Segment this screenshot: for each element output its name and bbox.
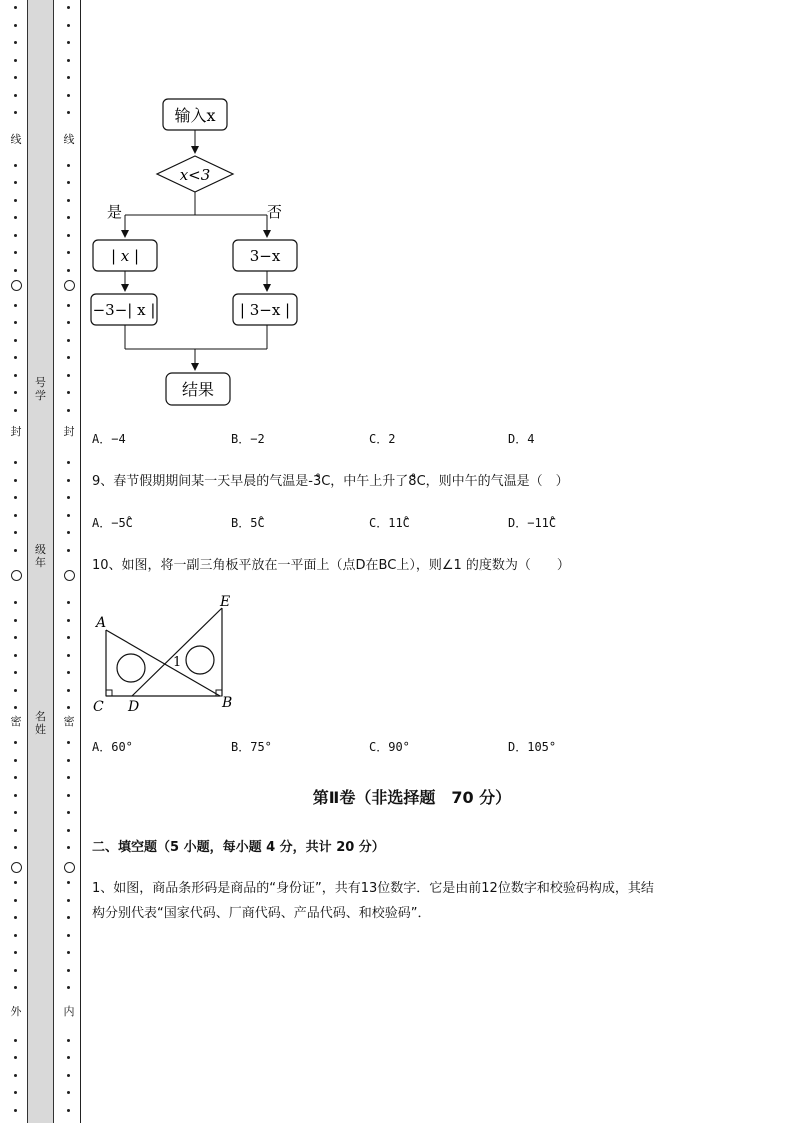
margin-circle: [11, 280, 22, 291]
margin-dot: [67, 969, 70, 972]
margin-dot: [67, 199, 70, 202]
margin-dot: [14, 759, 17, 762]
margin-dot: [14, 619, 17, 622]
margin-dot: [14, 881, 17, 884]
margin-dot: [67, 1109, 70, 1112]
margin-dot: [14, 916, 17, 919]
margin-dot: [67, 689, 70, 692]
q10-option-c[interactable]: C．90°: [369, 740, 410, 754]
margin-dot: [67, 304, 70, 307]
margin-dot: [14, 811, 17, 814]
q10-option-b[interactable]: B．75°: [231, 740, 272, 754]
margin-dot: [67, 531, 70, 534]
margin-dot: [67, 374, 70, 377]
margin-dot: [14, 181, 17, 184]
outer-dotted-line: [8, 0, 24, 1123]
margin-dot: [14, 654, 17, 657]
margin-dot: [14, 969, 17, 972]
margin-dot: [14, 934, 17, 937]
margin-label: 封: [63, 425, 75, 438]
name-label: 名姓: [35, 710, 46, 736]
margin-dot: [14, 776, 17, 779]
margin-dot: [14, 391, 17, 394]
result-box-text: 结果: [181, 380, 215, 399]
margin-dot: [14, 829, 17, 832]
margin-border-line: [80, 0, 81, 1123]
margin-dot: [14, 304, 17, 307]
margin-dot: [14, 1109, 17, 1112]
margin-dot: [67, 846, 70, 849]
margin-dot: [14, 41, 17, 44]
label-a: A: [96, 615, 107, 631]
margin-label: 密: [63, 715, 75, 728]
left-triangle-hole: [117, 654, 145, 682]
q9-option-d[interactable]: D．−11̊C: [508, 516, 557, 530]
margin-dot: [14, 24, 17, 27]
margin-dot: [67, 59, 70, 62]
margin-dot: [14, 601, 17, 604]
margin-label: 密: [10, 715, 22, 728]
margin-dot: [14, 846, 17, 849]
student-info-band: [27, 0, 54, 1123]
label-d: D: [128, 699, 140, 715]
q9-text: 9、春节假期期间某一天早晨的气温是-3̊C，中午上升了8̊C，则中午的气温是（ ）: [92, 474, 569, 489]
margin-dot: [67, 514, 70, 517]
left-box-2-text: −3−| x |: [92, 301, 156, 319]
margin-dot: [14, 986, 17, 989]
student-number-label: 号学: [35, 376, 46, 402]
margin-dot: [67, 321, 70, 324]
margin-circle: [64, 280, 75, 291]
flowchart-figure: [85, 90, 325, 415]
label-e: E: [220, 594, 231, 610]
margin-label: 内: [63, 1005, 75, 1018]
margin-dot: [14, 636, 17, 639]
margin-dot: [67, 461, 70, 464]
q9-option-a[interactable]: A．−5̊C: [92, 516, 133, 530]
margin-dot: [14, 461, 17, 464]
margin-dot: [67, 671, 70, 674]
margin-dot: [14, 356, 17, 359]
margin-dot: [67, 479, 70, 482]
margin-dot: [14, 269, 17, 272]
margin-circle: [64, 862, 75, 873]
margin-dot: [14, 76, 17, 79]
margin-dot: [67, 251, 70, 254]
angle-1-label: 1: [173, 655, 182, 670]
margin-dot: [14, 479, 17, 482]
condition-text: x<3: [179, 166, 211, 184]
q10-text: 10、如图，将一副三角板平放在一平面上（点D在BC上），则∠1 的度数为（ ）: [92, 558, 570, 573]
margin-dot: [67, 6, 70, 9]
margin-dot: [67, 1056, 70, 1059]
margin-dot: [67, 741, 70, 744]
left-box-1-text: | x |: [110, 247, 140, 265]
margin-label: 封: [10, 425, 22, 438]
margin-dot: [67, 1091, 70, 1094]
margin-dot: [67, 601, 70, 604]
margin-dot: [67, 619, 70, 622]
margin-dot: [67, 811, 70, 814]
margin-dot: [67, 881, 70, 884]
right-box-2-text: | 3−x |: [239, 301, 291, 319]
margin-dot: [14, 251, 17, 254]
margin-circle: [64, 570, 75, 581]
margin-dot: [67, 41, 70, 44]
right-box-1-text: 3−x: [249, 247, 281, 265]
margin-dot: [67, 934, 70, 937]
triangle-figure: [88, 590, 248, 720]
margin-dot: [14, 899, 17, 902]
grade-label: 级年: [35, 543, 46, 569]
margin-dot: [67, 111, 70, 114]
fill-q1-text: [92, 876, 752, 926]
margin-circle: [11, 862, 22, 873]
margin-dot: [14, 549, 17, 552]
margin-dot: [67, 549, 70, 552]
section-2-title: 第Ⅱ卷（非选择题 70 分）: [312, 788, 512, 807]
margin-dot: [14, 951, 17, 954]
margin-dot: [14, 199, 17, 202]
margin-dot: [67, 356, 70, 359]
margin-dot: [14, 689, 17, 692]
margin-dot: [14, 531, 17, 534]
input-box-text: 输入x: [174, 106, 216, 125]
margin-dot: [67, 391, 70, 394]
margin-dot: [14, 339, 17, 342]
margin-dot: [14, 1056, 17, 1059]
margin-dot: [67, 654, 70, 657]
margin-dot: [67, 951, 70, 954]
margin-dot: [14, 234, 17, 237]
label-b: B: [222, 695, 233, 711]
margin-dot: [67, 706, 70, 709]
q9-option-c[interactable]: C．11̊C: [369, 516, 410, 530]
yes-label: 是: [107, 203, 123, 221]
label-c: C: [93, 699, 104, 715]
margin-dot: [67, 269, 70, 272]
margin-dot: [14, 6, 17, 9]
margin-dot: [67, 986, 70, 989]
no-label: 否: [267, 203, 283, 221]
margin-dot: [14, 59, 17, 62]
margin-dot: [14, 741, 17, 744]
margin-dot: [67, 164, 70, 167]
margin-dot: [67, 339, 70, 342]
margin-dot: [67, 1074, 70, 1077]
margin-dot: [14, 374, 17, 377]
right-triangle-hole: [186, 646, 214, 674]
margin-dot: [14, 1091, 17, 1094]
margin-dot: [67, 916, 70, 919]
margin-dot: [67, 216, 70, 219]
margin-dot: [67, 181, 70, 184]
margin-dot: [14, 321, 17, 324]
inner-dotted-line: [61, 0, 77, 1123]
margin-dot: [14, 496, 17, 499]
margin-dot: [14, 1039, 17, 1042]
margin-dot: [14, 216, 17, 219]
fill-q1-line-2: 构分别代表“国家代码、厂商代码、产品代码、和校验码”．: [92, 906, 431, 921]
margin-label: 外: [10, 1005, 22, 1018]
margin-dot: [67, 776, 70, 779]
margin-dot: [67, 636, 70, 639]
fill-blank-heading: 二、填空题（5 小题，每小题 4 分，共计 20 分）: [92, 840, 385, 855]
margin-dot: [67, 76, 70, 79]
margin-dot: [14, 706, 17, 709]
margin-circle: [11, 570, 22, 581]
q8-option-d[interactable]: D．4: [508, 432, 535, 446]
margin-dot: [67, 899, 70, 902]
margin-label: 线: [10, 133, 22, 146]
margin-dot: [67, 496, 70, 499]
margin-dot: [67, 829, 70, 832]
margin-dot: [14, 111, 17, 114]
fill-q1-line-1: 1、如图，商品条形码是商品的“身份证”，共有13位数字．它是由前12位数字和校验码构成，其结: [92, 881, 654, 896]
margin-dot: [67, 24, 70, 27]
q10-option-d[interactable]: D．105°: [508, 740, 557, 754]
margin-dot: [67, 234, 70, 237]
q8-option-b[interactable]: B．−2: [231, 432, 265, 446]
margin-dot: [14, 164, 17, 167]
margin-dot: [67, 94, 70, 97]
margin-label: 线: [63, 133, 75, 146]
margin-dot: [14, 671, 17, 674]
q8-option-c[interactable]: C．2: [369, 432, 396, 446]
margin-dot: [14, 409, 17, 412]
q10-option-a[interactable]: A．60°: [92, 740, 133, 754]
margin-dot: [67, 409, 70, 412]
margin-dot: [14, 94, 17, 97]
q9-option-b[interactable]: B．5̊C: [231, 516, 265, 530]
q8-option-a[interactable]: A．−4: [92, 432, 126, 446]
margin-dot: [67, 1039, 70, 1042]
margin-dot: [14, 514, 17, 517]
margin-dot: [14, 1074, 17, 1077]
margin-dot: [67, 759, 70, 762]
